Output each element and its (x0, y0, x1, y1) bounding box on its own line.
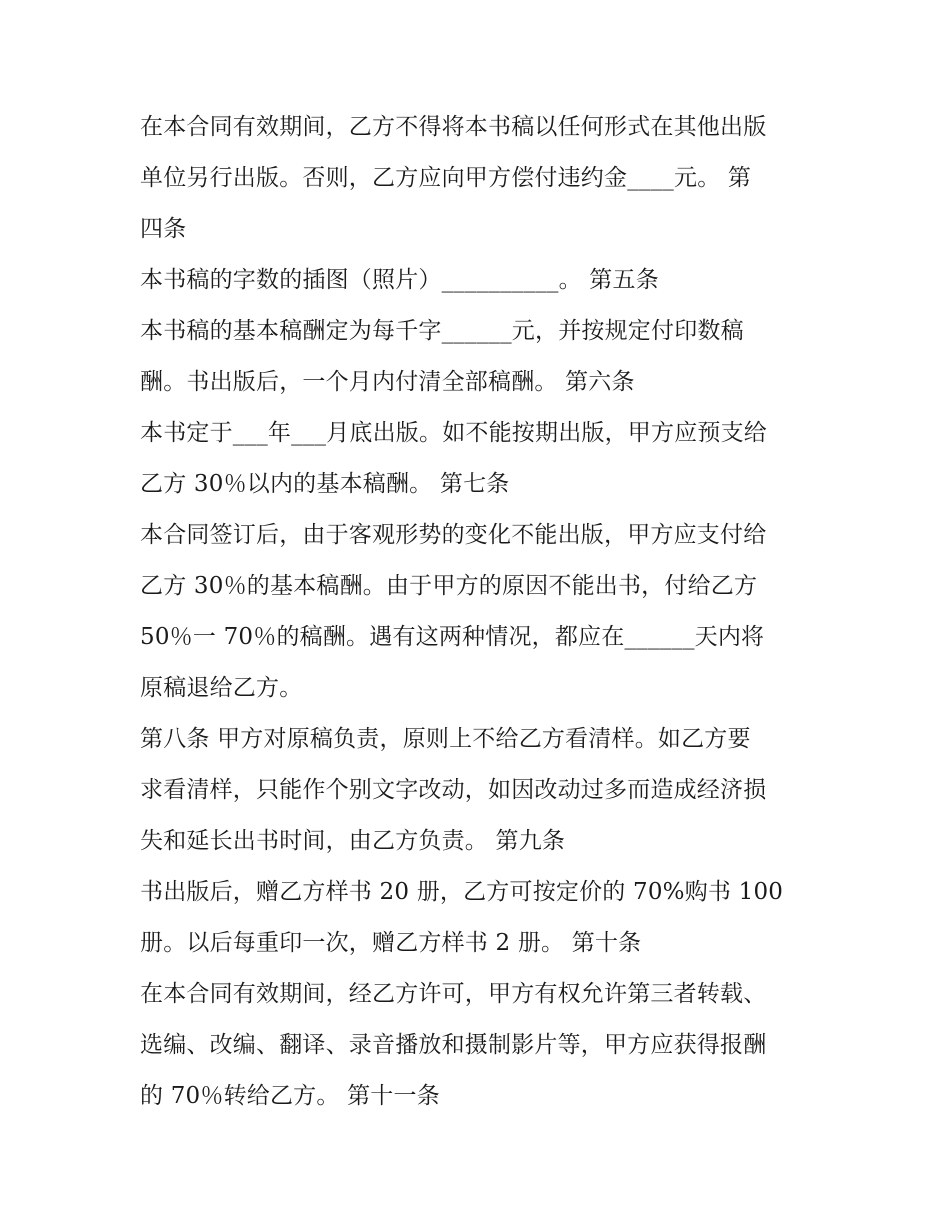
text-line: 本书稿的基本稿酬定为每千字______元，并按规定付印数稿 (140, 318, 744, 344)
text-line: 第八条 甲方对原稿负责，原则上不给乙方看清样。如乙方要 (140, 726, 751, 752)
text-line: 乙方 30％以内的基本稿酬。 第七条 (140, 471, 510, 497)
text-line: 乙方 30％的基本稿酬。由于甲方的原因不能出书，付给乙方 (140, 573, 758, 599)
text-line: 求看清样，只能作个别文字改动，如因改动过多而造成经济损 (140, 777, 767, 803)
text-line: 酬。书出版后，一个月内付清全部稿酬。 第六条 (140, 369, 635, 395)
text-line: 四条 (140, 216, 187, 242)
text-line: 书出版后，赠乙方样书 20 册，乙方可按定价的 70%购书 100 (140, 879, 784, 905)
text-line: 选编、改编、翻译、录音播放和摄制影片等，甲方应获得报酬 (140, 1032, 767, 1058)
text-line: 单位另行出版。否则，乙方应向甲方偿付违约金____元。 第 (140, 165, 752, 191)
text-line: 本书稿的字数的插图（照片）__________。 第五条 (140, 267, 659, 293)
text-line: 本书定于___年___月底出版。如不能按期出版，甲方应预支给 (140, 420, 767, 446)
contract-text (140, 102, 820, 1122)
text-line: 册。以后每重印一次，赠乙方样书 2 册。 第十条 (140, 930, 642, 956)
text-line: 50％一 70％的稿酬。遇有这两种情况，都应在______天内将 (140, 624, 765, 650)
text-line: 在本合同有效期间，乙方不得将本书稿以任何形式在其他出版 (140, 114, 767, 140)
text-line: 的 70％转给乙方。 第十一条 (140, 1083, 440, 1109)
text-line: 原稿退给乙方。 (140, 675, 303, 701)
text-line: 在本合同有效期间，经乙方许可，甲方有权允许第三者转载、 (140, 981, 767, 1007)
text-line: 失和延长出书时间，由乙方负责。 第九条 (140, 828, 566, 854)
text-line: 本合同签订后，由于客观形势的变化不能出版，甲方应支付给 (140, 522, 767, 548)
